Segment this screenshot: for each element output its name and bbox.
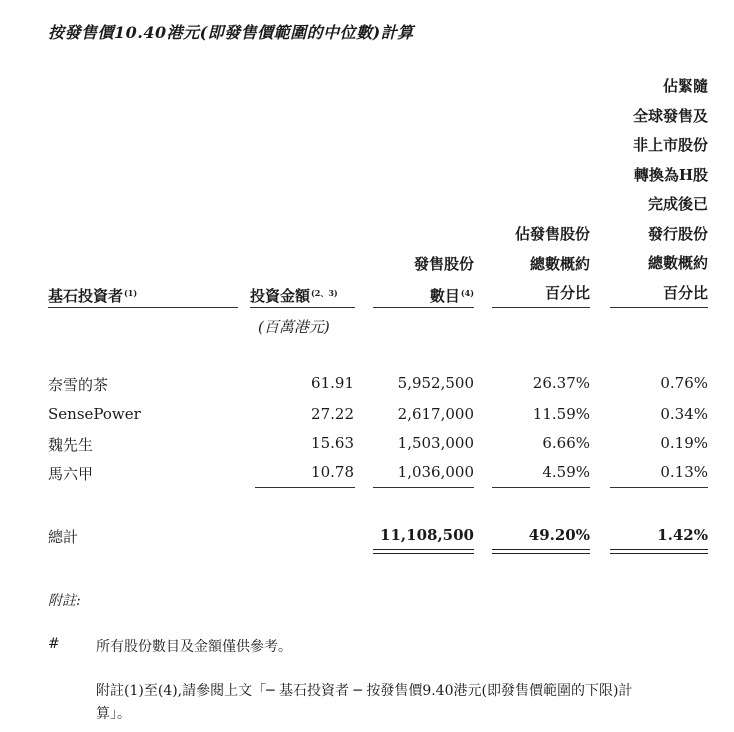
header-investor-sup: (1) [124,288,138,298]
row-name: SensePower [48,405,141,423]
header-pct-total-line: 非上市股份 [632,136,708,154]
row-shares: 1,036,000 [397,463,474,481]
subtotal-rule-amount [255,487,355,488]
header-rule-shares [373,307,474,308]
total-shares: 11,108,500 [380,526,474,544]
header-pct-total-line: 轉換為H股 [633,165,708,184]
amount-unit: (百萬港元) [258,318,330,336]
row-pct-total: 0.76% [660,374,708,392]
row-pct-offer: 6.66% [542,434,590,452]
row-shares: 1,503,000 [397,434,474,452]
row-name: 魏先生 [48,436,94,454]
row-amount: 15.63 [311,434,354,452]
row-pct-offer: 26.37% [532,374,590,392]
total-pct-total: 1.42% [657,526,708,544]
header-rule-investor [48,307,238,308]
header-pct-total-line: 全球發售及 [632,106,708,125]
row-pct-offer: 4.59% [542,463,590,481]
row-name: 馬六甲 [48,465,94,483]
header-pct-offer [470,220,590,309]
row-pct-total: 0.19% [660,434,708,452]
row-amount: 61.91 [311,374,354,392]
row-shares: 2,617,000 [397,405,474,423]
subtotal-rule-pct-offer [492,487,590,488]
total-label: 總計 [48,528,79,546]
header-pct-total-line: 百分比 [662,283,708,302]
note-ref-line: 附註(1)至(4),請參閱上文「─ 基石投資者 ─ 按發售價9.40港元(即發售價範圍的下限)計 [96,683,633,699]
page-title: 按發售價10.40港元(即發售價範圍的中位數)計算 [48,23,414,42]
header-pct-total [578,72,708,308]
header-shares [372,250,474,309]
total-rule-pct-total [610,549,708,554]
header-pct-total-line: 發行股份 [647,224,708,243]
header-amount [250,285,338,306]
note-hash-text: 所有股份數目及金額僅供參考。 [96,639,292,655]
header-rule-pct-offer [492,307,590,308]
total-rule-pct-offer [492,549,590,554]
row-name: 奈雪的茶 [48,376,109,394]
header-investor-label: 基石投資者 [48,287,124,305]
note-ref-line: 算」。 [96,706,131,722]
row-pct-offer: 11.59% [532,405,590,423]
notes-heading: 附註: [48,593,81,609]
header-rule-pct-total [610,307,708,308]
subtotal-rule-pct-total [610,487,708,488]
header-shares-line: 發售股份 [413,254,474,273]
header-shares-sup: (4) [460,288,474,298]
total-pct-offer: 49.20% [528,526,590,544]
header-shares-line [372,279,474,309]
header-shares-label: 數目 [429,287,460,305]
header-pct-offer-line: 百分比 [544,284,590,302]
header-pct-total-line: 佔緊隨 [662,77,708,95]
header-pct-offer-line: 佔發售股份 [514,225,590,243]
note-hash-symbol: # [48,636,60,652]
row-shares: 5,952,500 [397,374,474,392]
row-amount: 10.78 [311,463,354,481]
row-pct-total: 0.13% [660,463,708,481]
total-rule-shares [373,549,474,554]
header-investor [48,285,137,306]
header-rule-amount [250,307,355,308]
header-pct-total-line: 完成後已 [647,195,708,213]
row-pct-total: 0.34% [660,405,708,423]
header-amount-label: 投資金額 [250,287,311,305]
subtotal-rule-shares [373,487,474,488]
row-amount: 27.22 [311,405,354,423]
header-amount-sup: (2、3) [311,288,338,298]
header-pct-total-line: 總數概約 [647,254,708,272]
header-pct-offer-line: 總數概約 [529,254,590,273]
